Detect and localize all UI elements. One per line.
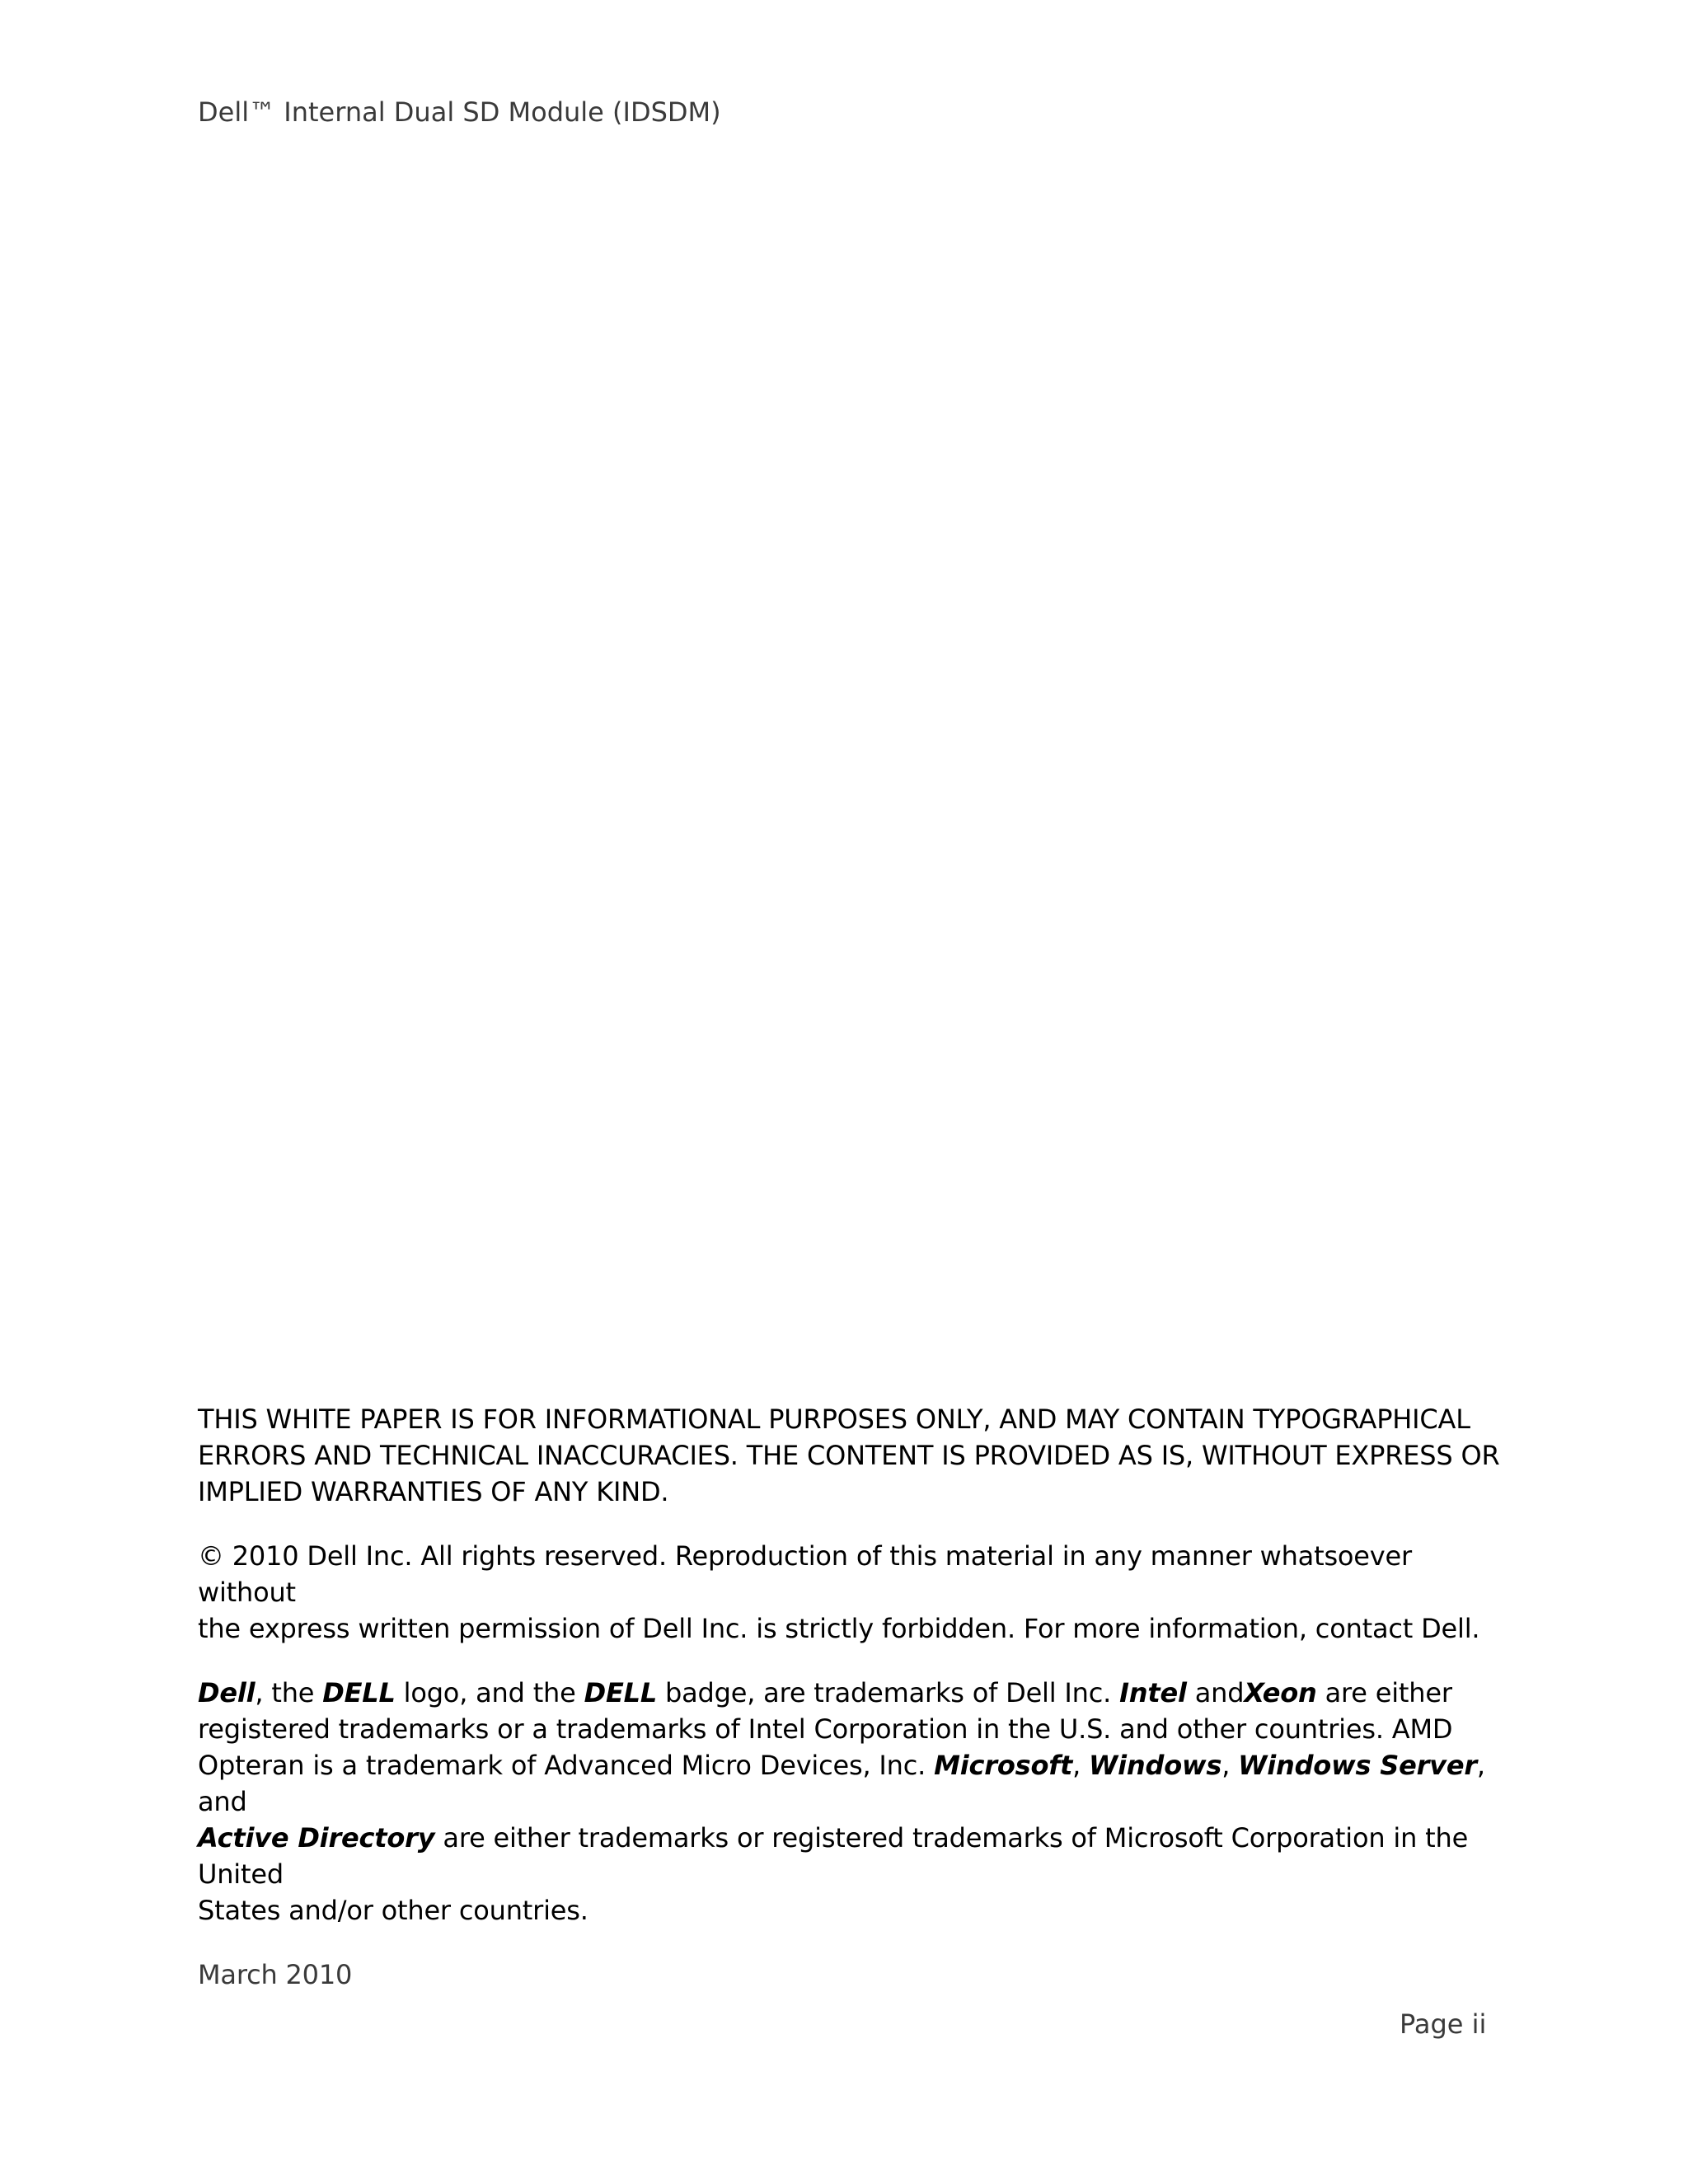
trademark-text: are either: [1316, 1677, 1452, 1708]
trademark-active-directory: Active Directory: [198, 1822, 435, 1854]
copyright-paragraph: [198, 1538, 1500, 1647]
trademark-text: badge, are trademarks of Dell Inc.: [657, 1677, 1120, 1708]
trademark-text: logo, and the: [395, 1677, 584, 1708]
trademark-intel: Intel: [1119, 1677, 1187, 1708]
disclaimer-paragraph: [198, 1401, 1500, 1510]
running-header: Dell™ Internal Dual SD Module (IDSDM): [198, 96, 721, 128]
trademark-text: are either trademarks or registered trademarks of Microsoft Corporation in the United: [198, 1822, 1469, 1890]
trademark-dell: Dell: [198, 1677, 256, 1708]
trademark-text: registered trademarks or a trademarks of Intel Corporation in the U.S. and other countries. AMD: [198, 1713, 1453, 1745]
page-number: Page ii: [1400, 2008, 1487, 2040]
trademark-dell-badge: DELL: [584, 1677, 658, 1708]
trademark-text: , and: [198, 1750, 1485, 1817]
trademark-text: Opteran is a trademark of Advanced Micro Devices, Inc.: [198, 1750, 935, 1781]
trademark-windows-server: Windows Server: [1238, 1750, 1477, 1781]
trademarks-paragraph: [198, 1675, 1500, 1929]
trademark-text: , the: [255, 1677, 323, 1708]
trademark-dell-logo: DELL: [322, 1677, 396, 1708]
copyright-line: the express written permission of Dell Inc. is strictly forbidden. For more information, contact Dell.: [198, 1613, 1480, 1644]
copyright-line: © 2010 Dell Inc. All rights reserved. Reproduction of this material in any manner whatsoever without: [198, 1540, 1412, 1608]
trademark-text: and: [1186, 1677, 1245, 1708]
disclaimer-line: THIS WHITE PAPER IS FOR INFORMATIONAL PURPOSES ONLY, AND MAY CONTAIN TYPOGRAPHICAL: [198, 1404, 1470, 1435]
trademark-microsoft: Microsoft: [934, 1750, 1073, 1781]
disclaimer-line: ERRORS AND TECHNICAL INACCURACIES. THE CONTENT IS PROVIDED AS IS, WITHOUT EXPRESS OR: [198, 1440, 1500, 1471]
trademark-text: States and/or other countries.: [198, 1895, 588, 1926]
disclaimer-line: IMPLIED WARRANTIES OF ANY KIND.: [198, 1476, 669, 1507]
publication-date: March 2010: [198, 1959, 353, 1990]
legal-notice-block: [198, 1401, 1500, 1993]
trademark-text: ,: [1221, 1750, 1239, 1781]
trademark-xeon: Xeon: [1244, 1677, 1317, 1708]
trademark-text: ,: [1072, 1750, 1090, 1781]
trademark-windows: Windows: [1089, 1750, 1222, 1781]
